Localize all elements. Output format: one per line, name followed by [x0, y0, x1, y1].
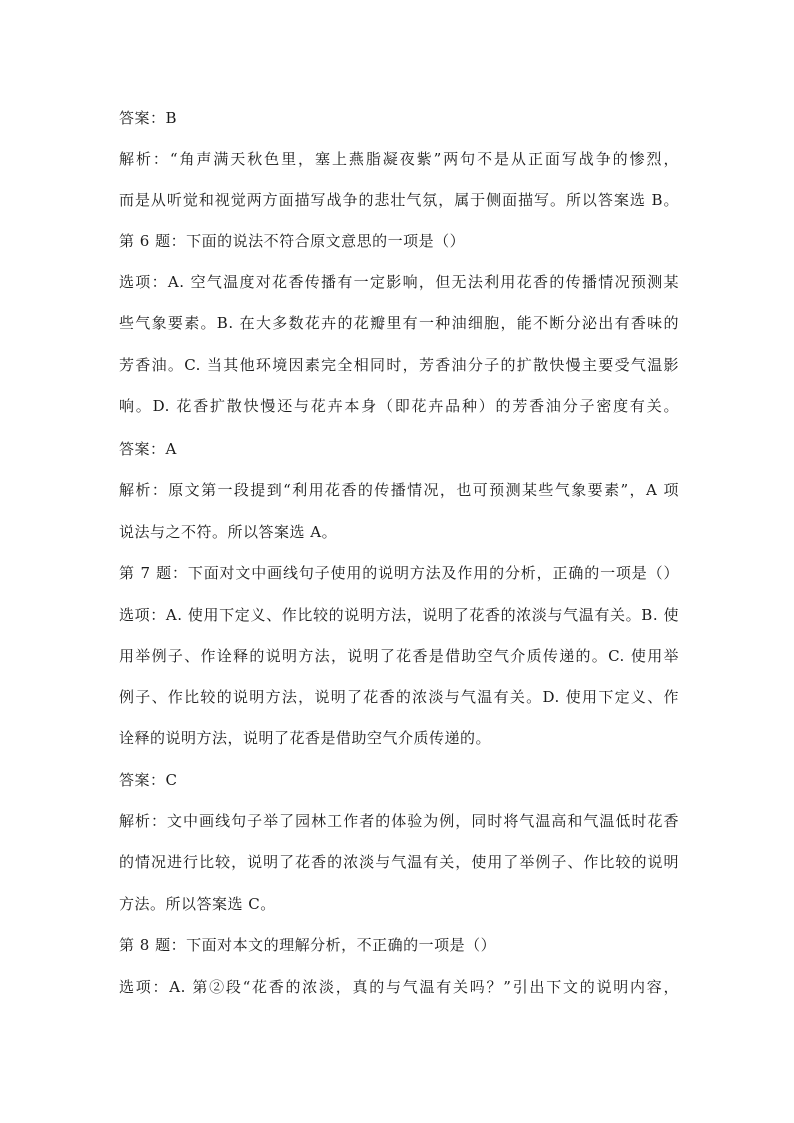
question-line-q8: 第 8 题：下面对本文的理解分析，不正确的一项是（）: [119, 936, 497, 954]
options-line-q7-2: 用举例子、作诠释的说明方法，说明了花香是借助空气介质传递的。C. 使用举: [119, 647, 679, 665]
question-line-q7: 第 7 题：下面对文中画线句子使用的说明方法及作用的分析，正确的一项是（）: [119, 564, 679, 582]
analysis-line-q6-1: 解析：原文第一段提到“利用花香的传播情况，也可预测某些气象要素”，A 项: [119, 481, 679, 499]
analysis-line-q5-1: 解析：“角声满天秋色里，塞上燕脂凝夜紫”两句不是从正面写战争的惨烈，: [119, 150, 679, 168]
analysis-line-q7-1: 解析：文中画线句子举了园林工作者的体验为例，同时将气温高和气温低时花香: [119, 812, 679, 830]
answer-line-q5: 答案：B: [119, 109, 178, 127]
question-line-q6: 第 6 题：下面的说法不符合原文意思的一项是（）: [119, 232, 466, 250]
answer-line-q7: 答案：C: [119, 771, 178, 789]
options-line-q6-1: 选项：A. 空气温度对花香传播有一定影响，但无法利用花香的传播情况预测某: [119, 273, 679, 291]
options-line-q7-1: 选项：A. 使用下定义、作比较的说明方法，说明了花香的浓淡与气温有关。B. 使: [119, 606, 679, 624]
options-line-q6-4: 响。D. 花香扩散快慢还与花卉本身（即花卉品种）的芳香油分子密度有关。: [119, 397, 679, 415]
analysis-line-q5-2: 而是从听觉和视觉两方面描写战争的悲壮气氛，属于侧面描写。所以答案选 B。: [119, 191, 679, 209]
options-line-q7-4: 诠释的说明方法，说明了花香是借助空气介质传递的。: [119, 729, 492, 747]
options-line-q7-3: 例子、作比较的说明方法，说明了花香的浓淡与气温有关。D. 使用下定义、作: [119, 688, 679, 706]
analysis-line-q7-2: 的情况进行比较，说明了花香的浓淡与气温有关，使用了举例子、作比较的说明: [119, 853, 679, 871]
options-line-q6-2: 些气象要素。B. 在大多数花卉的花瓣里有一种油细胞，能不断分泌出有香味的: [119, 314, 679, 332]
answer-line-q6: 答案：A: [119, 440, 177, 458]
analysis-line-q7-3: 方法。所以答案选 C。: [119, 895, 276, 913]
options-line-q8-1: 选项：A. 第②段“花香的浓淡，真的与气温有关吗？”引出下文的说明内容，: [119, 978, 679, 996]
analysis-line-q6-2: 说法与之不符。所以答案选 A。: [119, 523, 338, 541]
options-line-q6-3: 芳香油。C. 当其他环境因素完全相同时，芳香油分子的扩散快慢主要受气温影: [119, 356, 679, 374]
